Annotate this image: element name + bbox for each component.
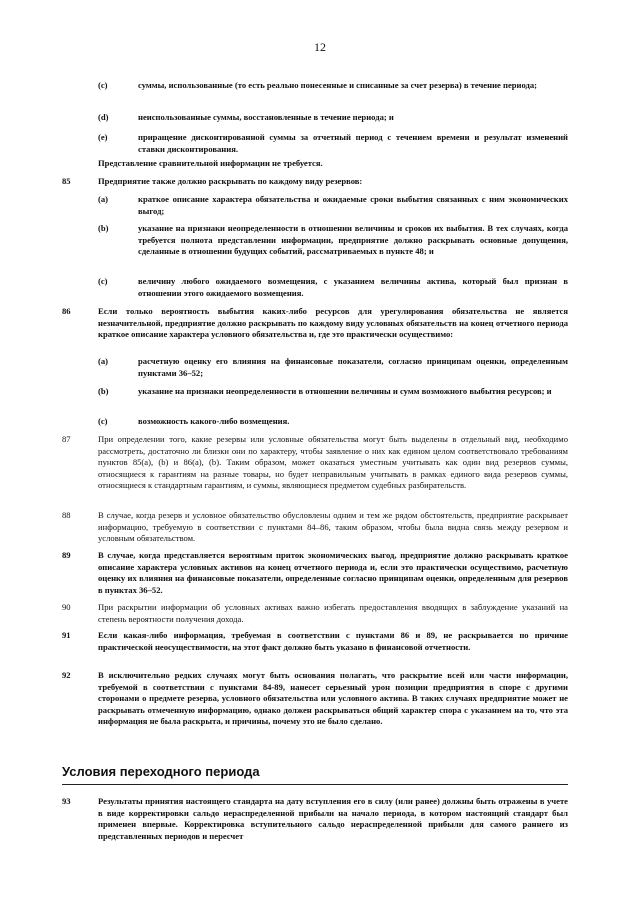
- paragraph-text: При определении того, какие резервы или условные обязательства могут быть выделены в отдельный вид, необходимо рассмотреть, достаточно ли близки они по характеру, чтобы заявление о них как едином целом соответствовало требованиям пунктов 85(a), (b) и 86(a), (b). Таким образом, может оказаться уместным учитывать как один вид резервов суммы, относящиеся к гарантиям на разные товары, но будет неправильным учитывать в рамках единого вида резервов суммы, относящиеся к стандартным гарантиям, и суммы, являющиеся предметом судебных разбирательств.: [98, 434, 568, 491]
- paragraph-text: При раскрытии информации об условных активах важно избегать предоставления вводящих в заблуждение указаний на степень вероятности получения дохода.: [98, 602, 568, 624]
- item-text: указание на признаки неопределенности в отношении величины и сроков их выбытия. В тех случаях, когда требуется полнота представлении информации, предприятие должно раскрывать основные допущения, сделанные в отношении будущих событий, рассматриваемых в пункте 48; и: [138, 223, 568, 257]
- note-text: Представление сравнительной информации не требуется.: [98, 158, 323, 168]
- paragraph-number: 86: [62, 306, 71, 316]
- paragraph-text: Если какая-либо информация, требуемая в соответствии с пунктами 86 и 89, не раскрывается по причине практической неосуществимости, на этот факт должно быть указано в финансовой отчетности.: [98, 630, 568, 652]
- paragraph-text: Результаты принятия настоящего стандарта на дату вступления его в силу (или ранее) должны быть отражены в учете в виде корректировки сальдо нераспределенной прибыли на начало периода, в котором настоящий стандарт был применен впервые. Корректировка вступительного сальдо нераспределенной прибыли для самого раннего из представленных периодов и пересчет: [98, 796, 568, 841]
- paragraph-number: 92: [62, 670, 71, 680]
- page-number: 12: [314, 40, 326, 54]
- item-text: расчетную оценку его влияния на финансовые показатели, согласно принципам оценки, определенным пунктами 36–52;: [138, 356, 568, 378]
- paragraph-text: В случае, когда представляется вероятным приток экономических выгод, предприятие должно раскрывать краткое описание характера условных активов на конец отчетного периода и, если это практически осуществимо, расчетную оценку их влияния на финансовые показатели, определенные согласно принципам оценки, определенным для резервов в пунктах 36–52.: [98, 550, 568, 595]
- item-text: неиспользованные суммы, восстановленные в течение периода; и: [138, 112, 394, 122]
- item-label: (b): [98, 223, 109, 233]
- item-text: суммы, использованные (то есть реально понесенные и списанные за счет резерва) в течение периода;: [138, 80, 538, 90]
- paragraph-number: 90: [62, 602, 71, 612]
- item-text: указание на признаки неопределенности в отношении величины и сумм возможного выбытия ресурсов; и: [138, 386, 552, 396]
- paragraph-number: 89: [62, 550, 71, 560]
- paragraph-number: 87: [62, 434, 71, 444]
- item-text: возможность какого-либо возмещения.: [138, 416, 290, 426]
- item-label: (a): [98, 194, 109, 204]
- paragraph-text: Предприятие также должно раскрывать по каждому виду резервов:: [98, 176, 363, 186]
- paragraph-number: 91: [62, 630, 71, 640]
- paragraph-number: 85: [62, 176, 71, 186]
- paragraph-number: 88: [62, 510, 71, 520]
- paragraph-text: В случае, когда резерв и условное обязательство обусловлены одним и тем же рядом обстоятельств, предприятие раскрывает информацию, требуемую в соответствии с пунктами 84–86, таким образом, чтобы была видна связь между резервом и условным обязательством.: [98, 510, 568, 544]
- item-label: (c): [98, 416, 108, 426]
- item-label: (b): [98, 386, 109, 396]
- item-label: (c): [98, 80, 108, 90]
- item-text: приращение дисконтированной суммы за отчетный период с течением времени и результат изменений ставки дисконтирования.: [138, 132, 568, 154]
- paragraph-text: В исключительно редких случаях могут быть основания полагать, что раскрытие всей или части информации, требуемой в соответствии с пунктами 84-89, нанесет серьезный урон позиции предприятия в споре с другими сторонами о предмете резерва, условного обязательства или условного актива. В таких случаях предприятие может не раскрывать отмеченную информацию, однако должен раскрываться общий характер спора с указанием на то, что эта информация не была раскрыта, и причины, почему это не было сделано.: [98, 670, 568, 727]
- item-label: (a): [98, 356, 109, 366]
- item-text: величину любого ожидаемого возмещения, с указанием величины актива, который был признан в отношении этого ожидаемого возмещения.: [138, 276, 568, 298]
- heading-rule: [62, 784, 568, 785]
- item-label: (c): [98, 276, 108, 286]
- item-label: (d): [98, 112, 109, 122]
- item-label: (e): [98, 132, 108, 142]
- section-heading: Условия переходного периода: [62, 764, 260, 779]
- paragraph-number: 93: [62, 796, 71, 806]
- paragraph-text: Если только вероятность выбытия каких-либо ресурсов для урегулирования обязательства не является незначительной, предприятие должно раскрывать по каждому виду условных обязательств на конец отчетного периода краткое описание характера условного обязательства и, где это практически осуществимо:: [98, 306, 568, 340]
- item-text: краткое описание характера обязательства и ожидаемые сроки выбытия связанных с ним экономических выгод;: [138, 194, 568, 216]
